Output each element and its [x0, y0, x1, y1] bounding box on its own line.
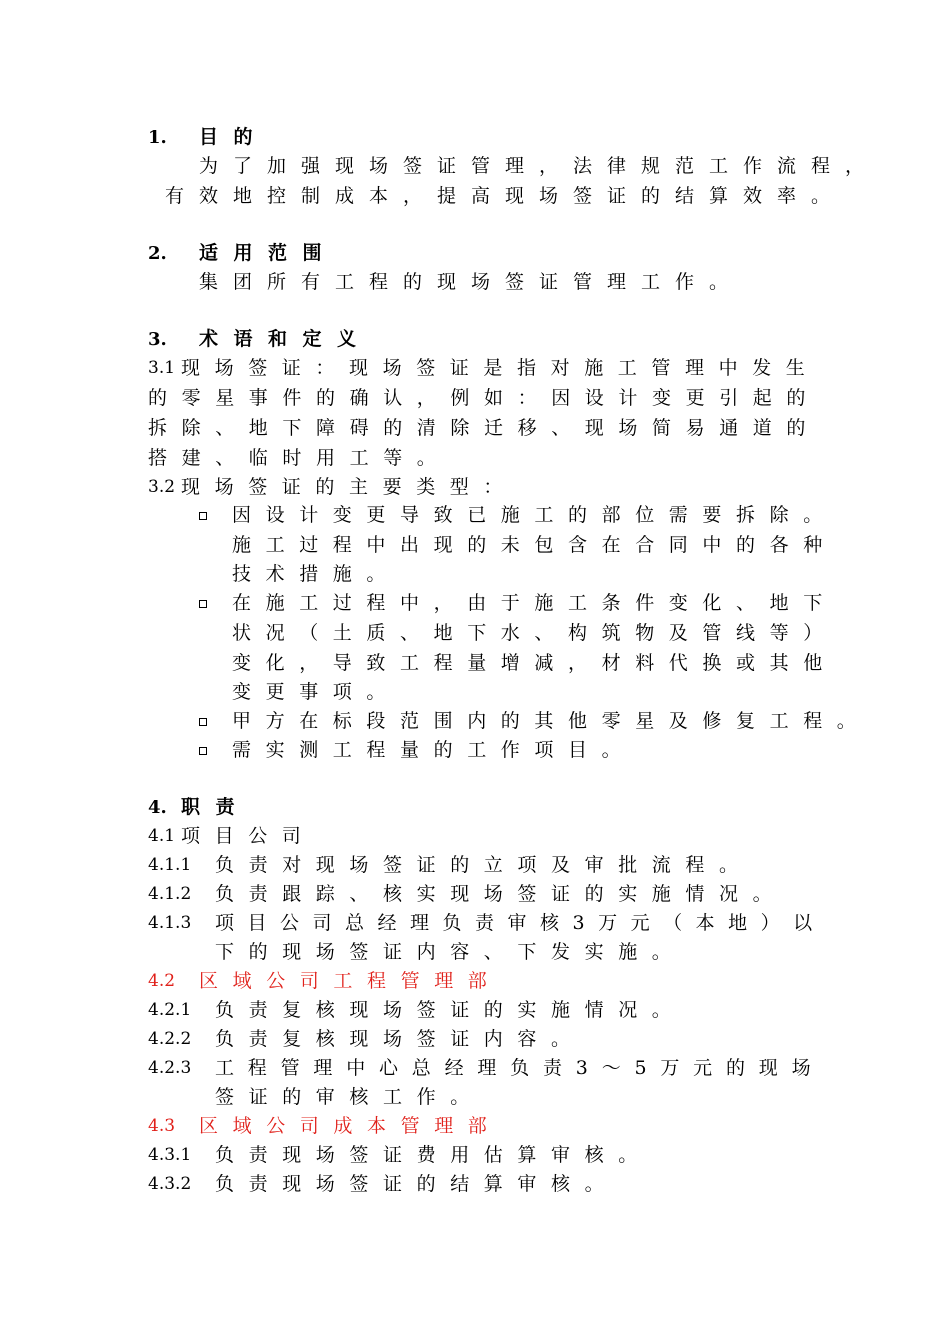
clause-4-1-number: 4.1 [148, 826, 176, 846]
section-4-title: 职责 [181, 796, 251, 818]
clause-3-2-line-1: 现场签证的主要类型： [181, 476, 518, 498]
section-1-line-1: 为了加强现场签证管理，法律规范工作流程， [199, 155, 880, 177]
clause-4-3-number: 4.3 [148, 1116, 176, 1136]
section-2-number: 2. [148, 243, 167, 264]
clause-4-1-1-text: 负责对现场签证的立项及审批流程。 [215, 854, 753, 876]
clause-3-1-line-1: 现场签证：现场签证是指对施工管理中发生 [181, 357, 820, 379]
clause-4-3-2-number: 4.3.2 [148, 1174, 192, 1194]
clause-4-1-2-text: 负责跟踪、核实现场签证的实施情况。 [215, 883, 787, 905]
type-1-line-1: 因设计变更导致已施工的部位需要拆除。 [232, 504, 837, 526]
type-1-line-2: 施工过程中出现的未包含在合同中的各种 [232, 534, 837, 556]
section-1-title: 目的 [199, 126, 269, 148]
section-3-number: 3. [148, 329, 167, 350]
clause-4-2-3-line-1: 工程管理中心总经理负责3～5万元的现场 [215, 1057, 825, 1079]
type-2-line-3: 变化，导致工程量增减，材料代换或其他 [232, 652, 837, 674]
type-2-line-4: 变更事项。 [232, 681, 401, 703]
section-1-number: 1. [148, 127, 167, 148]
clause-4-1-text: 项目公司 [181, 825, 316, 847]
clause-4-2-2-text: 负责复核现场签证内容。 [215, 1028, 585, 1050]
clause-4-1-2-number: 4.1.2 [148, 884, 192, 904]
section-3-title: 术语和定义 [199, 328, 372, 350]
square-bullet-icon [199, 718, 207, 726]
type-4-line-1: 需实测工程量的工作项目。 [232, 739, 636, 761]
clause-3-1-line-4: 搭建、临时用工等。 [148, 447, 451, 469]
clause-4-2-1-number: 4.2.1 [148, 1000, 192, 1020]
type-1-line-3: 技术措施。 [232, 563, 401, 585]
clause-4-2-1-text: 负责复核现场签证的实施情况。 [215, 999, 686, 1021]
square-bullet-icon [199, 600, 207, 608]
section-4-number: 4. [148, 797, 167, 818]
type-2-line-2: 状况（土质、地下水、构筑物及管线等） [232, 622, 837, 644]
clause-4-3-1-number: 4.3.1 [148, 1145, 192, 1165]
clause-4-3-2-text: 负责现场签证的结算审核。 [215, 1173, 619, 1195]
type-3-line-1: 甲方在标段范围内的其他零星及修复工程。 [232, 710, 871, 732]
square-bullet-icon [199, 747, 207, 755]
clause-4-1-3-line-1: 项目公司总经理负责审核3万元（本地）以 [215, 912, 826, 934]
square-bullet-icon [199, 512, 207, 520]
clause-4-1-3-number: 4.1.3 [148, 913, 192, 933]
section-1-line-2: 有效地控制成本，提高现场签证的结算效率。 [165, 185, 846, 207]
clause-4-2-3-line-2: 签证的审核工作。 [215, 1086, 484, 1108]
clause-3-1-number: 3.1 [148, 358, 176, 378]
clause-4-2-2-number: 4.2.2 [148, 1029, 192, 1049]
clause-4-2-number: 4.2 [148, 971, 176, 991]
section-2-line-1: 集团所有工程的现场签证管理工作。 [199, 271, 744, 293]
type-2-line-1: 在施工过程中，由于施工条件变化、地下 [232, 592, 837, 614]
clause-4-2-text: 区域公司工程管理部 [199, 970, 502, 992]
clause-4-2-3-number: 4.2.3 [148, 1058, 192, 1078]
clause-3-2-number: 3.2 [148, 477, 176, 497]
clause-4-3-1-text: 负责现场签证费用估算审核。 [215, 1144, 652, 1166]
clause-3-1-line-2: 的零星事件的确认，例如：因设计变更引起的 [148, 387, 821, 409]
clause-4-1-1-number: 4.1.1 [148, 855, 192, 875]
clause-4-1-3-line-2: 下的现场签证内容、下发实施。 [215, 941, 686, 963]
clause-3-1-line-3: 拆除、地下障碍的清除迁移、现场简易通道的 [148, 417, 821, 439]
clause-4-3-text: 区域公司成本管理部 [199, 1115, 502, 1137]
section-2-title: 适用范围 [199, 242, 338, 264]
